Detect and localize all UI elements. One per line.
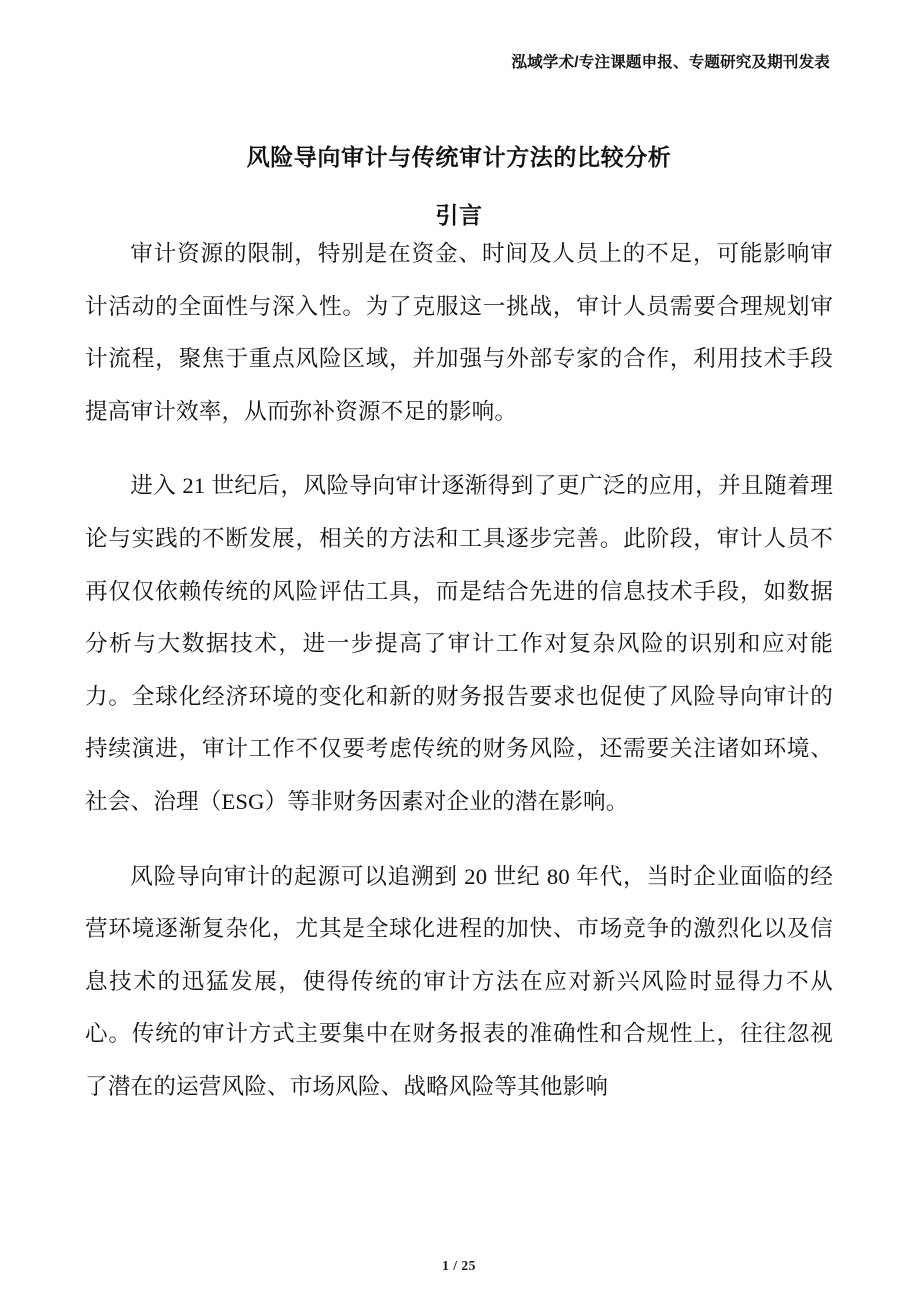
paragraph: 审计资源的限制，特别是在资金、时间及人员上的不足，可能影响审计活动的全面性与深入性。为了克服这一挑战，审计人员需要合理规划审计流程，聚焦于重点风险区域，并加强与外部专家的合作，利用技术手段提高审计效率，从而弥补资源不足的影响。 <box>85 241 833 424</box>
page-title: 风险导向审计与传统审计方法的比较分析 <box>246 144 672 171</box>
body-text <box>85 228 833 1114</box>
section-heading: 引言 <box>435 202 483 229</box>
page-number: 1 / 25 <box>442 1258 476 1273</box>
paragraph: 进入 21 世纪后，风险导向审计逐渐得到了更广泛的应用，并且随着理论与实践的不断发展，相关的方法和工具逐步完善。此阶段，审计人员不再仅仅依赖传统的风险评估工具，而是结合先进的信息技术手段，如数据分析与大数据技术，进一步提高了审计工作对复杂风险的识别和应对能力。全球化经济环境的变化和新的财务报告要求也促使了风险导向审计的持续演进，审计工作不仅要考虑传统的财务风险，还需要关注诸如环境、社会、治理（ESG）等非财务因素对企业的潜在影响。 <box>85 473 833 814</box>
running-header: 泓域学术/专注课题申报、专题研究及期刊发表 <box>511 54 830 71</box>
paragraph: 风险导向审计的起源可以追溯到 20 世纪 80 年代，当时企业面临的经营环境逐渐复杂化，尤其是全球化进程的加快、市场竞争的激烈化以及信息技术的迅猛发展，使得传统的审计方法在应对新兴风险时显得力不从心。传统的审计方式主要集中在财务报表的准确性和合规性上，往往忽视了潜在的运营风险、市场风险、战略风险等其他影响 <box>85 863 833 1099</box>
